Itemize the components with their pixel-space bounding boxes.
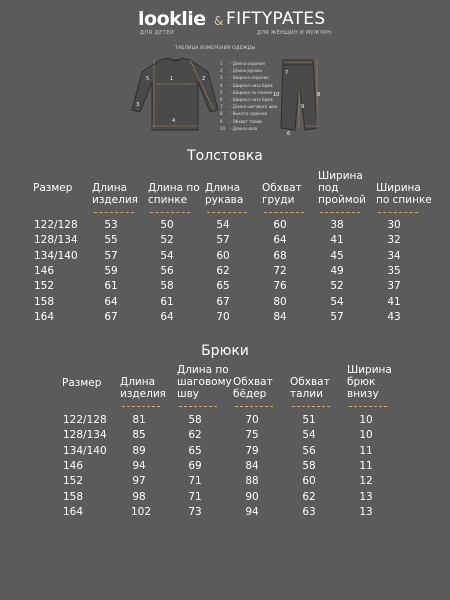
svg-text:1: 1	[170, 76, 174, 82]
pants-value-cell: 102	[131, 505, 152, 518]
legend-number: 6	[220, 96, 223, 102]
sweatshirt-header-underline	[320, 212, 360, 213]
sweatshirt-value-cell: 57	[104, 249, 118, 262]
ampersand: &	[214, 14, 224, 28]
sweatshirt-value-cell: 54	[216, 219, 230, 231]
sweatshirt-value-cell: 68	[273, 249, 287, 262]
sweatshirt-value-cell: 38	[330, 219, 344, 231]
sweatshirt-value-cell: 30	[387, 219, 401, 231]
sweatshirt-value-cell: 59	[104, 264, 118, 277]
legend-item	[220, 82, 277, 89]
pants-illustration	[273, 56, 323, 136]
pants-value-cell: 71	[188, 490, 202, 503]
legend-number: 8	[220, 111, 223, 117]
sweatshirt-value-cell: 67	[104, 310, 118, 323]
sweatshirt-value-cell: 62	[216, 264, 230, 277]
pants-value-cell: 73	[188, 505, 202, 518]
pants-value-cell: 84	[245, 459, 259, 472]
diagram-title: ТАБЛИЦА ИЗМЕРЕНИЯ ОДЕЖДЫ	[175, 46, 256, 51]
diagram-legend	[220, 60, 280, 132]
pants-value-cell: 94	[245, 505, 259, 518]
sweatshirt-size-cell: 158	[34, 295, 55, 308]
pants-header: Размер	[62, 377, 102, 389]
pants-value-cell: 71	[188, 475, 202, 488]
pants-value-cell: 70	[245, 414, 259, 426]
sweatshirt-value-cell: 72	[273, 264, 287, 277]
sweatshirt-value-cell: 76	[273, 280, 287, 293]
legend-item	[220, 118, 277, 125]
sweatshirt-value-cell: 54	[160, 249, 174, 262]
pants-header-underline	[292, 406, 330, 407]
pants-value-cell: 10	[359, 414, 373, 426]
sweatshirt-value-cell: 37	[387, 280, 401, 293]
sweatshirt-value-cell: 64	[160, 310, 174, 323]
sweatshirt-header-underline	[378, 212, 418, 213]
svg-text:7: 7	[285, 70, 289, 76]
sweatshirt-value-cell: 52	[160, 234, 174, 247]
looklie-subtitle: ДЛЯ ДЕТЕЙ	[140, 30, 175, 36]
pants-value-cell: 11	[359, 459, 373, 472]
pants-header-underline	[349, 406, 387, 407]
pants-header-underline	[179, 406, 217, 407]
sweatshirt-value-cell: 43	[387, 310, 401, 323]
sweatshirt-header-underline	[150, 212, 190, 213]
pants-value-cell: 12	[359, 475, 373, 488]
pants-header: Обхват талии	[290, 376, 330, 400]
legend-number: 5	[220, 89, 223, 95]
sweatshirt-header: Размер	[33, 182, 73, 194]
sweatshirt-header: Ширина по спинке	[376, 182, 432, 206]
pants-header: Обхват бёдер	[233, 376, 273, 400]
sweatshirt-value-cell: 65	[216, 280, 230, 293]
pants-value-cell: 60	[302, 475, 316, 488]
sweatshirt-value-cell: 34	[387, 249, 401, 262]
sweatshirt-value-cell: 60	[273, 219, 287, 231]
sweatshirt-value-cell: 70	[216, 310, 230, 323]
sweatshirt-value-cell: 58	[160, 280, 174, 293]
sweatshirt-header: Обхват груди	[262, 182, 302, 206]
pants-value-cell: 75	[245, 429, 259, 442]
legend-item	[220, 96, 277, 103]
looklie-logo: looklie	[138, 8, 206, 30]
pants-value-cell: 65	[188, 444, 202, 457]
legend-number: 4	[220, 82, 223, 88]
sweatshirt-size-cell: 146	[34, 264, 55, 277]
pants-size-cell: 146	[63, 459, 84, 472]
pants-value-cell: 56	[302, 444, 316, 457]
fiftypates-subtitle: ДЛЯ ЖЕНЩИН И МУЖЧИН	[257, 30, 332, 36]
sweatshirt-value-cell: 54	[330, 295, 344, 308]
pants-value-cell: 62	[188, 429, 202, 442]
sweatshirt-value-cell: 64	[273, 234, 287, 247]
legend-number: 9	[220, 118, 223, 124]
pants-header-underline	[235, 406, 273, 407]
sweatshirt-header: Ширина под проймой	[318, 170, 366, 206]
sweatshirt-size-cell: 164	[34, 310, 55, 323]
sweatshirt-header: Длина по спинке	[148, 182, 200, 206]
svg-text:5: 5	[146, 76, 150, 82]
svg-text:2: 2	[202, 76, 206, 82]
pants-value-cell: 89	[132, 444, 146, 457]
sweatshirt-title: Толстовка	[187, 148, 263, 164]
sweatshirt-size-cell: 134/140	[34, 249, 78, 262]
sweatshirt-size-cell: 122/128	[34, 219, 78, 231]
sweatshirt-header-underline	[207, 212, 247, 213]
legend-item	[220, 103, 277, 110]
sweatshirt-size-cell: 152	[34, 280, 55, 293]
pants-size-cell: 158	[63, 490, 84, 503]
pants-size-cell: 134/140	[63, 444, 107, 457]
sweatshirt-value-cell: 32	[387, 234, 401, 247]
legend-number: 1	[220, 61, 223, 66]
pants-value-cell: 88	[245, 475, 259, 488]
sweatshirt-value-cell: 49	[330, 264, 344, 277]
pants-value-cell: 13	[359, 490, 373, 503]
sweatshirt-size-cell: 128/134	[34, 234, 78, 247]
pants-value-cell: 62	[302, 490, 316, 503]
sweatshirt-value-cell: 53	[104, 219, 118, 231]
legend-number: 7	[220, 104, 223, 110]
sweatshirt-value-cell: 64	[104, 295, 118, 308]
sweatshirt-value-cell: 50	[160, 219, 174, 231]
legend-label: - Длина рукава	[230, 68, 262, 74]
pants-value-cell: 51	[302, 414, 316, 426]
sweatshirt-value-cell: 56	[160, 264, 174, 277]
svg-text:8: 8	[317, 92, 321, 98]
pants-size-cell: 128/134	[63, 429, 107, 442]
sweatshirt-value-cell: 35	[387, 264, 401, 277]
svg-text:10: 10	[273, 92, 280, 98]
legend-item	[220, 74, 277, 81]
sweatshirt-value-cell: 41	[387, 295, 401, 308]
legend-number: 2	[220, 68, 223, 74]
legend-item	[220, 67, 277, 74]
brand-header	[0, 8, 450, 42]
sweatshirt-value-cell: 80	[273, 295, 287, 308]
sweatshirt-value-cell: 67	[216, 295, 230, 308]
svg-text:9: 9	[301, 104, 305, 110]
legend-item	[220, 125, 277, 132]
pants-value-cell: 11	[359, 444, 373, 457]
sweatshirt-value-cell: 45	[330, 249, 344, 262]
sweatshirt-header: Длина рукава	[205, 182, 244, 206]
legend-label: - Ширина изделия	[230, 75, 269, 81]
pants-value-cell: 63	[302, 505, 316, 518]
sweatshirt-header-underline	[264, 212, 304, 213]
pants-value-cell: 90	[245, 490, 259, 503]
legend-label: - Ширина по спинке	[230, 89, 273, 95]
pants-value-cell: 98	[132, 490, 146, 503]
legend-label: - Длина шагового шва	[230, 104, 278, 110]
pants-value-cell: 10	[359, 429, 373, 442]
pants-header-underline	[122, 406, 160, 407]
measurement-diagram	[125, 46, 325, 136]
pants-value-cell: 13	[359, 505, 373, 518]
legend-label: - Длина изделия	[230, 61, 265, 66]
pants-value-cell: 58	[188, 414, 202, 426]
sweatshirt-value-cell: 61	[160, 295, 174, 308]
legend-label: - Обхват талии	[230, 118, 262, 124]
pants-value-cell: 85	[132, 429, 146, 442]
legend-label: - Высота сидения	[230, 111, 267, 117]
pants-value-cell: 81	[132, 414, 146, 426]
legend-number: 3	[220, 75, 223, 81]
legend-number: 10	[220, 125, 226, 131]
svg-text:4: 4	[172, 118, 176, 124]
legend-item	[220, 60, 277, 67]
pants-value-cell: 54	[302, 429, 316, 442]
pants-size-cell: 152	[63, 475, 84, 488]
pants-size-cell: 164	[63, 505, 84, 518]
legend-label: - Длина низа	[230, 125, 258, 131]
legend-label: - Ширина низа брюк	[230, 82, 273, 88]
legend-label: - Ширина низа брюк	[230, 96, 273, 102]
pants-header: Ширина брюк внизу	[347, 364, 392, 400]
sweatshirt-header-underline	[94, 212, 134, 213]
sweatshirt-value-cell: 41	[330, 234, 344, 247]
pants-header: Длина изделия	[120, 376, 166, 400]
pants-value-cell: 58	[302, 459, 316, 472]
svg-text:6: 6	[287, 131, 291, 136]
pants-header: Длина по шаговому шву	[177, 364, 232, 400]
pants-title: Брюки	[201, 343, 249, 359]
sweatshirt-value-cell: 57	[216, 234, 230, 247]
fiftypates-logo: FIFTYPATES	[226, 9, 326, 29]
pants-value-cell: 97	[132, 475, 146, 488]
sweatshirt-value-cell: 57	[330, 310, 344, 323]
sweatshirt-value-cell: 60	[216, 249, 230, 262]
sweatshirt-header: Длина изделия	[92, 182, 138, 206]
pants-value-cell: 79	[245, 444, 259, 457]
pants-value-cell: 69	[188, 459, 202, 472]
pants-size-cell: 122/128	[63, 414, 107, 426]
sweatshirt-value-cell: 52	[330, 280, 344, 293]
pants-value-cell: 94	[132, 459, 146, 472]
sweatshirt-value-cell: 84	[273, 310, 287, 323]
legend-item	[220, 110, 277, 117]
sweatshirt-value-cell: 55	[104, 234, 118, 247]
sweatshirt-illustration	[130, 54, 220, 134]
svg-text:3: 3	[136, 102, 140, 108]
sweatshirt-value-cell: 61	[104, 280, 118, 293]
